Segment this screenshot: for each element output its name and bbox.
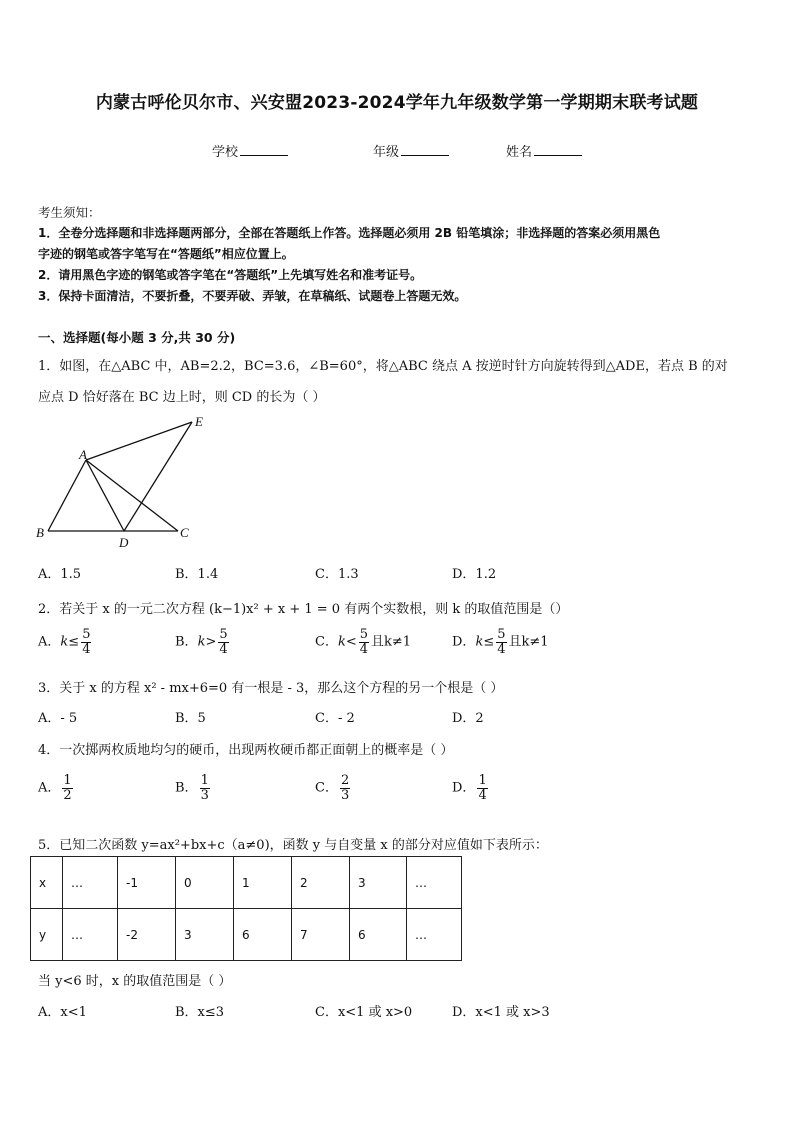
q2-option-a-letter: A． — [38, 634, 61, 650]
table-cell: 2 — [292, 857, 350, 909]
point-c-label: C — [180, 525, 189, 540]
q2-option-b-letter: B． — [175, 634, 198, 650]
fraction — [477, 774, 487, 802]
name-label: 姓名 — [506, 145, 533, 160]
denominator: 3 — [200, 787, 209, 803]
grade-field[interactable] — [373, 141, 449, 160]
q5-question: 当 y<6 时，x 的取值范围是（ ） — [38, 974, 232, 989]
q1-option-a[interactable]: A．1.5 — [38, 567, 82, 582]
table-cell: x — [31, 857, 63, 909]
fraction-5-4 — [359, 628, 369, 656]
grade-blank[interactable] — [401, 142, 449, 156]
table-cell: 1 — [234, 857, 292, 909]
var-k: k — [197, 634, 206, 650]
name-field[interactable] — [506, 141, 582, 160]
q2-text: 2．若关于 x 的一元二次方程 (k−1)x² + x + 1 = 0 有两个实数根，则 k 的取值范围是（） — [38, 602, 569, 617]
numerator: 1 — [478, 773, 487, 788]
table-cell: … — [63, 857, 118, 909]
q4-option-b-letter: B． — [175, 780, 198, 796]
segment-ae — [86, 422, 192, 460]
q3-option-c[interactable]: C．- 2 — [315, 711, 355, 726]
q1-text-line2: 应点 D 恰好落在 BC 边上时，则 CD 的长为（ ） — [38, 390, 326, 405]
q1-option-b[interactable]: B．1.4 — [175, 567, 219, 582]
q4-option-a-letter: A． — [38, 780, 61, 796]
var-k: k — [475, 634, 484, 650]
q5-value-table — [30, 856, 462, 961]
numerator: 5 — [497, 627, 506, 642]
notice-heading: 考生须知： — [38, 205, 101, 220]
fraction-5-4 — [218, 628, 228, 656]
page-title: 内蒙古呼伦贝尔市、兴安盟2023-2024学年九年级数学第一学期期末联考试题 — [95, 93, 699, 113]
q3-option-b[interactable]: B．5 — [175, 711, 206, 726]
table-cell: 7 — [292, 909, 350, 961]
name-blank[interactable] — [534, 142, 582, 156]
q2-option-a[interactable] — [38, 628, 93, 656]
denominator: 4 — [497, 641, 506, 657]
school-label: 学校 — [212, 145, 239, 160]
point-b-label: B — [36, 525, 44, 540]
q5-option-d[interactable]: D．x<1 或 x>3 — [452, 1005, 550, 1020]
relation-le: ≤ — [68, 634, 80, 650]
q2-option-c[interactable] — [315, 628, 411, 656]
q1-text-line1: 1．如图，在△ABC 中，AB=2.2，BC=3.6，∠B=60°，将△ABC 绕点 A 按逆时针方向旋转得到△ADE，若点 B 的对 — [38, 359, 728, 374]
fraction — [200, 774, 210, 802]
q2-option-d[interactable] — [452, 628, 549, 656]
denominator: 4 — [478, 787, 487, 803]
table-row — [31, 857, 462, 909]
table-cell: y — [31, 909, 63, 961]
table-cell: 3 — [176, 909, 234, 961]
relation-gt: > — [205, 634, 217, 650]
table-cell: 6 — [350, 909, 407, 961]
q4-text: 4．一次掷两枚质地均匀的硬币，出现两枚硬币都正面朝上的概率是（ ） — [38, 743, 454, 758]
fraction-5-4 — [81, 628, 91, 656]
numerator: 5 — [359, 627, 369, 642]
condition-k-ne-1: 且k≠1 — [371, 634, 412, 650]
numerator: 5 — [219, 627, 228, 642]
denominator: 4 — [359, 641, 369, 657]
point-a-label: A — [79, 447, 87, 462]
table-row — [31, 909, 462, 961]
q1-option-d[interactable]: D．1.2 — [452, 567, 497, 582]
q4-option-d-letter: D． — [452, 780, 476, 796]
table-cell: … — [63, 909, 118, 961]
q3-text: 3．关于 x 的方程 x² - mx+6=0 有一根是 - 3，那么这个方程的另一个根是（ ） — [38, 681, 504, 696]
table-cell: -2 — [118, 909, 176, 961]
q3-option-a[interactable]: A．- 5 — [38, 711, 78, 726]
table-cell: … — [407, 857, 462, 909]
q1-option-c[interactable]: C．1.3 — [315, 567, 359, 582]
fraction — [340, 774, 350, 802]
q5-option-b[interactable]: B．x≤3 — [175, 1005, 225, 1020]
table-cell: -1 — [118, 857, 176, 909]
table-cell: 0 — [176, 857, 234, 909]
numerator: 2 — [340, 773, 350, 788]
q2-option-c-letter: C． — [315, 634, 338, 650]
point-e-label: E — [195, 414, 203, 429]
point-d-label: D — [119, 535, 129, 550]
q4-option-a[interactable] — [38, 774, 75, 802]
table-cell: 3 — [350, 857, 407, 909]
q5-text: 5．已知二次函数 y=ax²+bx+c（a≠0)，函数 y 与自变量 x 的部分对应值如下表所示： — [38, 838, 548, 853]
segment-ad — [86, 460, 124, 531]
notice-item-1b: 字迹的钢笔或答字笔写在“答题纸”相应位置上。 — [38, 247, 294, 261]
notice-item-2: 2．请用黑色字迹的钢笔或答字笔在“答题纸”上先填写姓名和准考证号。 — [38, 268, 423, 282]
var-k: k — [337, 634, 346, 650]
q1-triangle-figure — [30, 410, 220, 555]
segment-ab — [48, 460, 86, 531]
grade-label: 年级 — [373, 145, 400, 160]
denominator: 4 — [82, 641, 91, 657]
fraction-5-4 — [496, 628, 506, 656]
q3-option-d[interactable]: D．2 — [452, 711, 484, 726]
table-cell: … — [407, 909, 462, 961]
relation-lt: < — [345, 634, 357, 650]
q4-option-c-letter: C． — [315, 780, 338, 796]
q5-option-c[interactable]: C．x<1 或 x>0 — [315, 1005, 413, 1020]
q4-option-b[interactable] — [175, 774, 212, 802]
q2-option-d-letter: D． — [452, 634, 476, 650]
numerator: 5 — [82, 627, 91, 642]
notice-item-3: 3．保持卡面清洁，不要折叠，不要弄破、弄皱，在草稿纸、试题卷上答题无效。 — [38, 289, 467, 303]
q2-option-b[interactable] — [175, 628, 231, 656]
table-cell: 6 — [234, 909, 292, 961]
fraction — [62, 774, 72, 802]
denominator: 4 — [219, 641, 228, 657]
var-k: k — [60, 634, 69, 650]
q4-option-c[interactable] — [315, 774, 352, 802]
numerator: 1 — [200, 773, 209, 788]
school-field[interactable] — [212, 141, 288, 160]
denominator: 3 — [340, 787, 350, 803]
segment-de — [124, 422, 192, 531]
relation-le: ≤ — [483, 634, 495, 650]
section-heading: 一、选择题(每小题 3 分,共 30 分) — [38, 330, 236, 345]
q5-option-a[interactable]: A．x<1 — [38, 1005, 87, 1020]
notice-item-1a: 1．全卷分选择题和非选择题两部分，全部在答题纸上作答。选择题必须用 2B 铅笔填涂；非选择题的答案必须用黑色 — [38, 226, 661, 240]
numerator: 1 — [63, 773, 72, 788]
q4-option-d[interactable] — [452, 774, 490, 802]
segment-ac — [86, 460, 178, 531]
denominator: 2 — [63, 787, 72, 803]
school-blank[interactable] — [240, 142, 288, 156]
condition-k-ne-1: 且k≠1 — [508, 634, 549, 650]
